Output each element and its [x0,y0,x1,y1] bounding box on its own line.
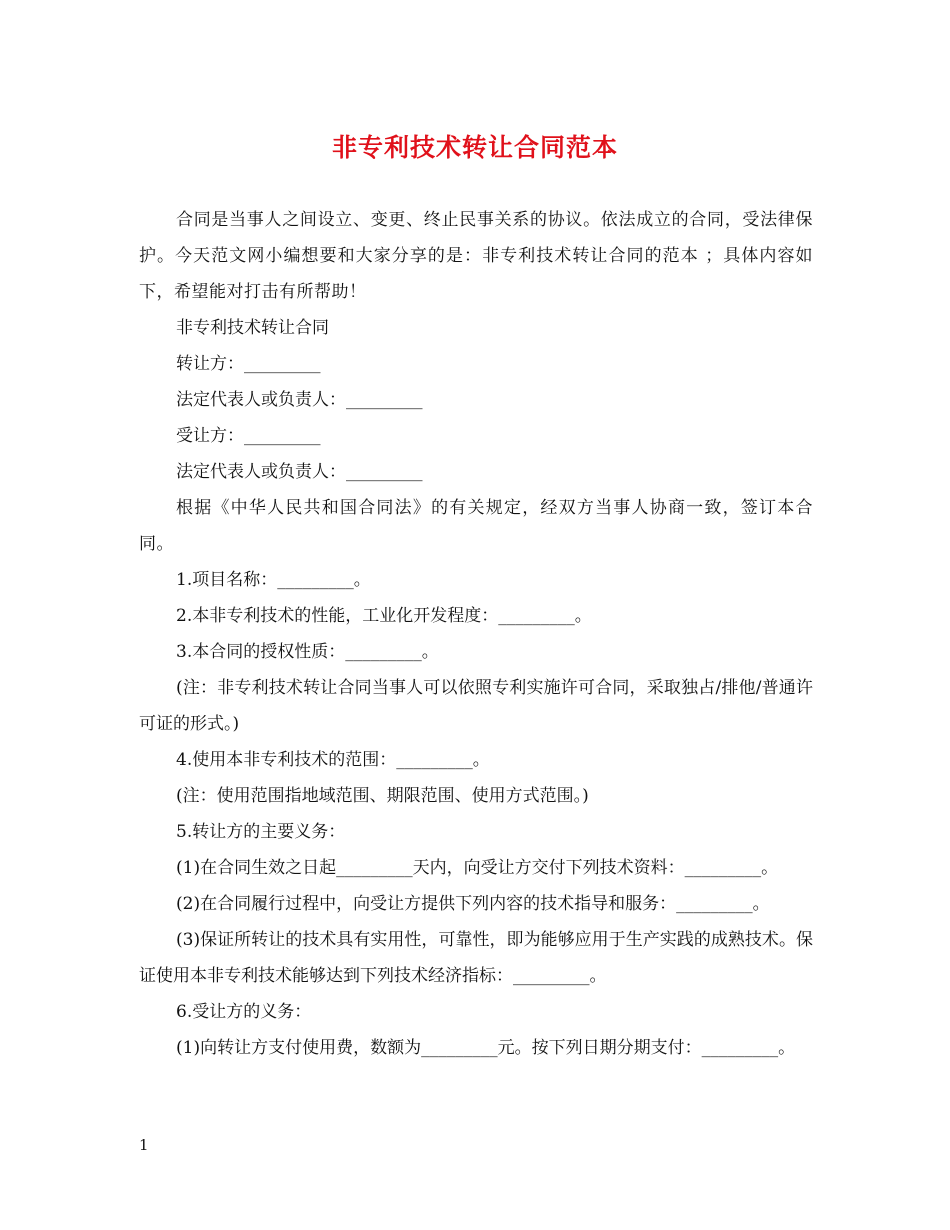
clause-3: 3.本合同的授权性质：_________。 [176,642,439,662]
document-body [139,202,813,1066]
transferee-line: 受让方：_________ [176,426,321,446]
clause-2: 2.本非专利技术的性能，工业化开发程度：_________。 [176,606,592,626]
clause-4-note: (注：使用范围指地域范围、期限范围、使用方式范围。) [176,786,589,806]
clause-6-1: (1)向转让方支付使用费，数额为_________元。按下列日期分期支付：_________。 [176,1038,796,1058]
transferee-representative-line: 法定代表人或负责人：_________ [176,462,423,482]
intro-paragraph: 合同是当事人之间设立、变更、终止民事关系的协议。依法成立的合同，受法律保护。今天范文网小编想要和大家分享的是：非专利技术转让合同的范本 ；具体内容如下，希望能对打击有所帮助！ [139,210,813,302]
clause-3-note: (注：非专利技术转让合同当事人可以依照专利实施许可合同，采取独占/排他/普通许可证的形式。) [139,678,813,734]
clause-5-1: (1)在合同生效之日起_________天内，向受让方交付下列技术资料：_________。 [176,858,779,878]
clause-1: 1.项目名称：_________。 [176,570,371,590]
clause-5: 5.转让方的主要义务： [176,822,346,842]
contract-heading: 非专利技术转让合同 [176,318,329,338]
transferor-representative-line: 法定代表人或负责人：_________ [176,390,423,410]
clause-5-2: (2)在合同履行过程中，向受让方提供下列内容的技术指导和服务：_________。 [176,894,770,914]
transferor-line: 转让方：_________ [176,354,321,374]
clause-4: 4.使用本非专利技术的范围：_________。 [176,750,490,770]
clause-6: 6.受让方的义务： [176,1002,312,1022]
document-title: 非专利技术转让合同范本 [331,133,618,162]
page-number: 1 [139,1136,149,1154]
basis-paragraph: 根据《中华人民共和国合同法》的有关规定，经双方当事人协商一致，签订本合同。 [139,498,813,554]
clause-5-3: (3)保证所转让的技术具有实用性，可靠性，即为能够应用于生产实践的成熟技术。保证使用本非专利技术能够达到下列技术经济指标：_________。 [139,930,813,986]
